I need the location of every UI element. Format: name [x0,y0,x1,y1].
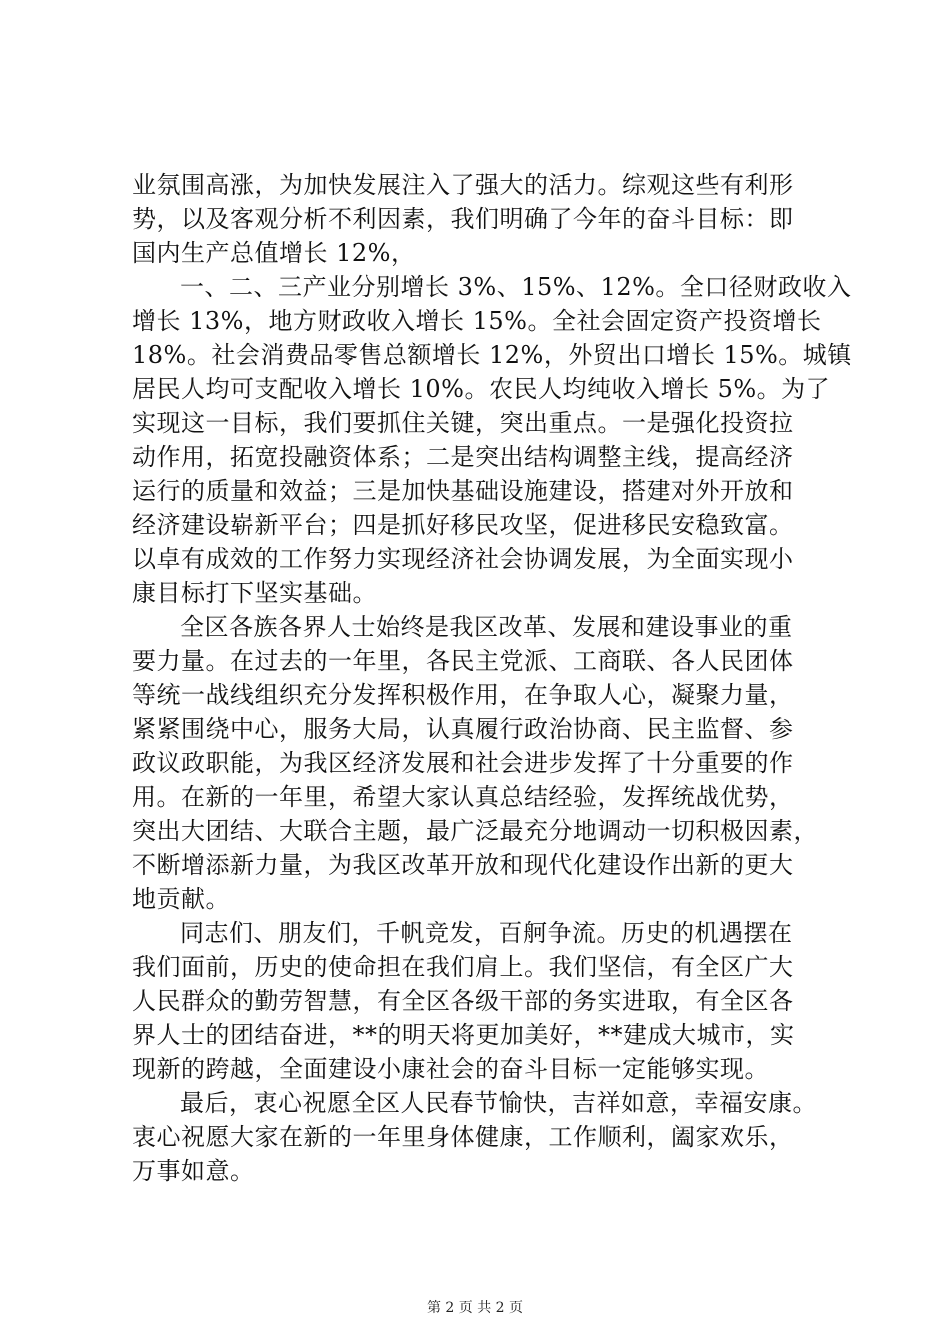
text-line: 衷心祝愿大家在新的一年里身体健康，工作顺利，阖家欢乐， [132,1123,794,1151]
text-line: 政议政职能，为我区经济发展和社会进步发挥了十分重要的作 [132,749,794,777]
paragraph-start-line: 同志们、朋友们，千帆竞发，百舸争流。历史的机遇摆在 [180,919,793,947]
paragraph-start-line: 全区各族各界人士始终是我区改革、发展和建设事业的重 [180,613,793,641]
text-line: 经济建设崭新平台；四是抓好移民攻坚，促进移民安稳致富。 [132,511,794,539]
text-line: 我们面前，历史的使命担在我们肩上。我们坚信，有全区广大 [132,953,794,981]
text-line: 以卓有成效的工作努力实现经济社会协调发展，为全面实现小 [132,545,794,573]
text-line: 用。在新的一年里，希望大家认真总结经验，发挥统战优势， [132,783,794,811]
text-line: 增长 13%，地方财政收入增长 15%。全社会固定资产投资增长 [132,307,822,335]
text-line: 万事如意。 [132,1157,255,1185]
text-line: 业氛围高涨，为加快发展注入了强大的活力。综观这些有利形 [132,171,794,199]
text-line: 要力量。在过去的一年里，各民主党派、工商联、各人民团体 [132,647,794,675]
text-line: 康目标打下坚实基础。 [132,579,377,607]
text-line: 运行的质量和效益；三是加快基础设施建设，搭建对外开放和 [132,477,794,505]
text-line: 现新的跨越，全面建设小康社会的奋斗目标一定能够实现。 [132,1055,769,1083]
text-line: 实现这一目标，我们要抓住关键，突出重点。一是强化投资拉 [132,409,794,437]
text-line: 动作用，拓宽投融资体系；二是突出结构调整主线，提高经济 [132,443,794,471]
text-line: 突出大团结、大联合主题，最广泛最充分地调动一切积极因素， [132,817,818,845]
text-line: 18%。社会消费品零售总额增长 12%，外贸出口增长 15%。城镇 [132,341,852,369]
text-line: 居民人均可支配收入增长 10%。农民人均纯收入增长 5%。为了 [132,375,831,403]
text-line: 界人士的团结奋进，**的明天将更加美好，**建成大城市，实 [132,1021,795,1049]
paragraph-start-line: 一、二、三产业分别增长 3%、15%、12%。全口径财政收入 [180,273,852,301]
text-line: 等统一战线组织充分发挥积极作用，在争取人心，凝聚力量， [132,681,794,709]
text-line: 地贡献。 [132,885,230,913]
text-line: 势，以及客观分析不利因素，我们明确了今年的奋斗目标：即 [132,205,794,233]
text-line: 紧紧围绕中心，服务大局，认真履行政治协商、民主监督、参 [132,715,794,743]
page-number-footer: 第 2 页 共 2 页 [426,1300,524,1316]
paragraph-start-line: 最后，衷心祝愿全区人民春节愉快，吉祥如意，幸福安康。 [180,1089,817,1117]
text-line: 国内生产总值增长 12%， [132,239,416,267]
text-line: 不断增添新力量，为我区改革开放和现代化建设作出新的更大 [132,851,794,879]
text-line: 人民群众的勤劳智慧，有全区各级干部的务实进取，有全区各 [132,987,794,1015]
document-body [132,168,852,1188]
